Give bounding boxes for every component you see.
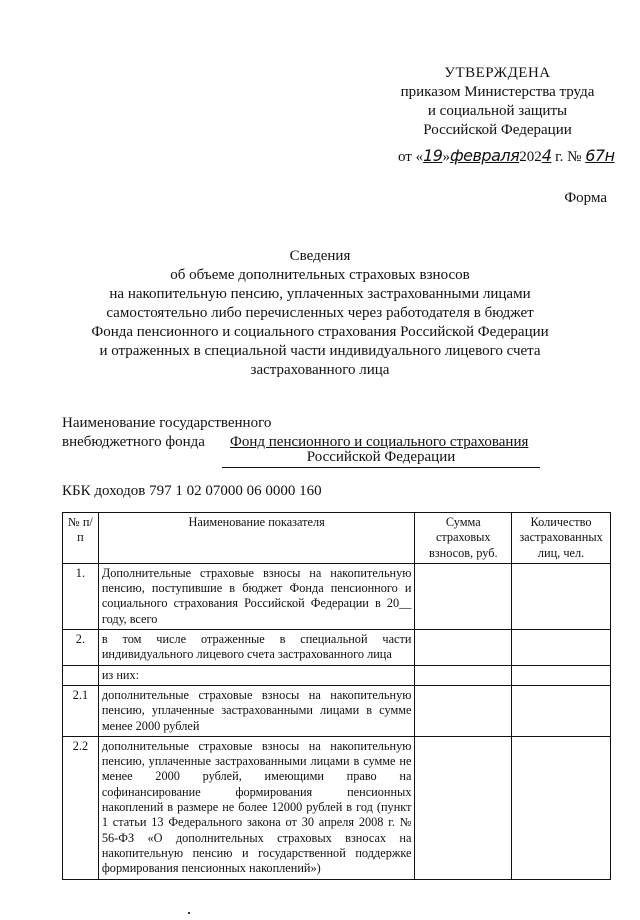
row-num: 2.1 [63,685,99,736]
order-date-number [398,146,615,166]
order-day-close: » [442,149,450,165]
header-num: № п/п [63,513,99,564]
row-num: 2. [63,630,99,666]
row-count [512,563,611,629]
fund-block [62,414,582,465]
fund-label-line-2: внебюджетного фонда [62,434,205,450]
row-sum [415,665,512,685]
table-header-row [63,513,611,564]
title-line: самостоятельно либо перечисленных через работодателя в бюджет [106,305,534,321]
table-row [63,630,611,666]
row-sum [415,563,512,629]
row-name: дополнительные страховые взносы на накопительную пенсию, уплаченные застрахованными лицами в сумме менее 2000 рублей [98,685,415,736]
row-name: в том числе отраженные в специальной части индивидуального лицевого счета застрахованного лица [98,630,415,666]
title-line: Сведения [289,248,351,264]
fund-name-line-2: Российской Федерации [222,448,540,468]
row-num: 1. [63,563,99,629]
title-line: Фонда пенсионного и социального страхования Российской Федерации [91,324,549,340]
fund-label-line-1: Наименование государственного [62,415,272,431]
indicators-table [62,512,611,880]
approval-line-1: приказом Министерства труда [400,84,595,100]
order-month-handwritten: февраля [449,146,520,165]
row-num [63,665,99,685]
table-row [63,685,611,736]
approval-line-2: и социальной защиты [427,103,568,119]
form-label: Форма [564,190,607,206]
table-row [63,736,611,879]
approval-stamp [395,64,600,140]
scan-speck [188,912,190,914]
title-line: и отраженных в специальной части индивидуального лицевого счета [99,343,541,359]
kbk-code: КБК доходов 797 1 02 07000 06 0000 160 [62,483,322,499]
row-count [512,665,611,685]
row-num: 2.2 [63,736,99,879]
header-count: Количество застрахованных лиц, чел. [512,513,611,564]
table-row [63,563,611,629]
row-name: Дополнительные страховые взносы на накопительную пенсию, поступившие в бюджет Фонда пенсионного и социального страхования Российской Федерации в 20__ году, всего [98,563,415,629]
order-year-print: 202 [519,149,542,165]
title-line: застрахованного лица [250,362,390,378]
approval-heading: УТВЕРЖДЕНА [444,65,551,81]
approval-line-3: Российской Федерации [423,122,572,138]
header-name: Наименование показателя [98,513,415,564]
order-number-label: г. № [555,149,582,165]
order-prefix: от « [398,149,424,165]
document-title [60,247,580,380]
order-day-handwritten: 19 [423,146,443,165]
title-line: на накопительную пенсию, уплаченных застрахованными лицами [109,286,531,302]
row-name: из них: [98,665,415,685]
table-row [63,665,611,685]
row-name: дополнительные страховые взносы на накопительную пенсию, уплаченные застрахованными лицами в сумме не менее 2000 рублей, имеющими право на софинансирование формирования пенсионных накоплений в размере не более 12000 рублей в год (пункт 1 статьи 13 Федерального закона от 30 апреля 2008 г. № 56-ФЗ «О дополнительных страховых взносах на накопительную пенсию и государственной поддержке формирования пенсионных накоплений») [98,736,415,879]
row-sum [415,630,512,666]
order-year-handwritten: 4 [541,146,552,165]
row-count [512,736,611,879]
row-count [512,630,611,666]
row-sum [415,736,512,879]
order-number-handwritten: 67н [585,146,615,165]
row-sum [415,685,512,736]
header-sum: Сумма страховых взносов, руб. [415,513,512,564]
title-line: об объеме дополнительных страховых взносов [170,267,470,283]
row-count [512,685,611,736]
fund-name-line-1: Фонд пенсионного и социального страхования [230,434,529,450]
